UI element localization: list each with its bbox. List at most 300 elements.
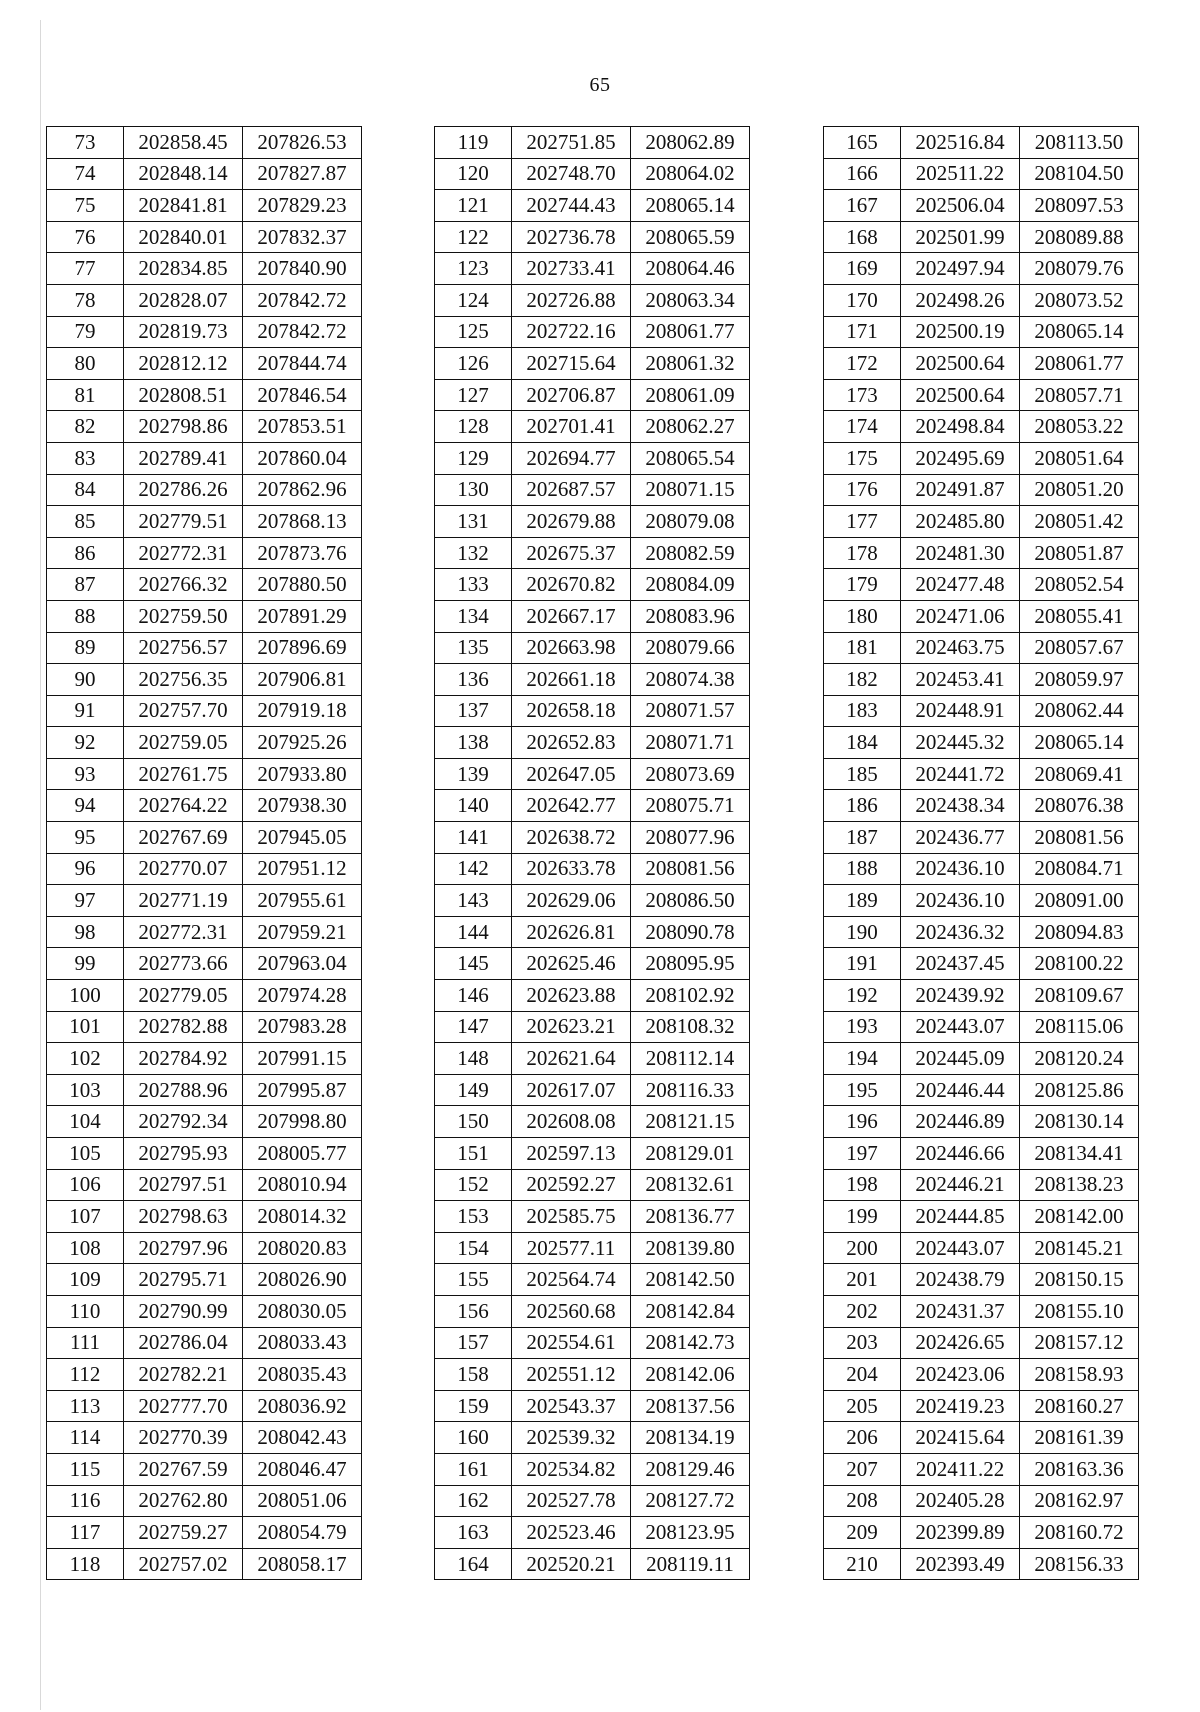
table-row bbox=[435, 1359, 750, 1391]
y-coordinate-cell: 208129.01 bbox=[631, 1138, 750, 1170]
table-row bbox=[824, 980, 1139, 1012]
x-coordinate-cell: 202446.21 bbox=[901, 1169, 1020, 1201]
point-number-cell: 105 bbox=[47, 1138, 124, 1170]
table-row bbox=[435, 1548, 750, 1580]
point-number-cell: 125 bbox=[435, 316, 512, 348]
point-number-cell: 210 bbox=[824, 1548, 901, 1580]
y-coordinate-cell: 208065.54 bbox=[631, 442, 750, 474]
x-coordinate-cell: 202773.66 bbox=[124, 948, 243, 980]
x-coordinate-cell: 202779.51 bbox=[124, 506, 243, 538]
point-number-cell: 208 bbox=[824, 1485, 901, 1517]
x-coordinate-cell: 202608.08 bbox=[512, 1106, 631, 1138]
x-coordinate-cell: 202786.04 bbox=[124, 1327, 243, 1359]
table-row bbox=[435, 664, 750, 696]
x-coordinate-cell: 202623.21 bbox=[512, 1011, 631, 1043]
y-coordinate-cell: 208142.84 bbox=[631, 1295, 750, 1327]
point-number-cell: 160 bbox=[435, 1422, 512, 1454]
y-coordinate-cell: 208142.06 bbox=[631, 1359, 750, 1391]
point-number-cell: 145 bbox=[435, 948, 512, 980]
point-number-cell: 102 bbox=[47, 1043, 124, 1075]
point-number-cell: 140 bbox=[435, 790, 512, 822]
table-row bbox=[824, 442, 1139, 474]
x-coordinate-cell: 202715.64 bbox=[512, 348, 631, 380]
y-coordinate-cell: 207891.29 bbox=[243, 600, 362, 632]
point-number-cell: 149 bbox=[435, 1074, 512, 1106]
x-coordinate-cell: 202798.63 bbox=[124, 1201, 243, 1233]
y-coordinate-cell: 208057.71 bbox=[1020, 379, 1139, 411]
table-row bbox=[824, 1106, 1139, 1138]
point-number-cell: 205 bbox=[824, 1390, 901, 1422]
point-number-cell: 113 bbox=[47, 1390, 124, 1422]
table-row bbox=[435, 790, 750, 822]
x-coordinate-cell: 202661.18 bbox=[512, 664, 631, 696]
table-row bbox=[824, 1201, 1139, 1233]
x-coordinate-cell: 202448.91 bbox=[901, 695, 1020, 727]
x-coordinate-cell: 202736.78 bbox=[512, 221, 631, 253]
table-row bbox=[824, 1232, 1139, 1264]
table-row bbox=[435, 221, 750, 253]
x-coordinate-cell: 202795.71 bbox=[124, 1264, 243, 1296]
y-coordinate-cell: 208005.77 bbox=[243, 1138, 362, 1170]
coordinate-table-1 bbox=[46, 126, 362, 1580]
y-coordinate-cell: 208057.67 bbox=[1020, 632, 1139, 664]
point-number-cell: 194 bbox=[824, 1043, 901, 1075]
point-number-cell: 90 bbox=[47, 664, 124, 696]
table-row bbox=[435, 569, 750, 601]
y-coordinate-cell: 208134.41 bbox=[1020, 1138, 1139, 1170]
y-coordinate-cell: 208071.71 bbox=[631, 727, 750, 759]
y-coordinate-cell: 208061.77 bbox=[631, 316, 750, 348]
y-coordinate-cell: 208142.00 bbox=[1020, 1201, 1139, 1233]
y-coordinate-cell: 208137.56 bbox=[631, 1390, 750, 1422]
y-coordinate-cell: 208160.27 bbox=[1020, 1390, 1139, 1422]
y-coordinate-cell: 208160.72 bbox=[1020, 1517, 1139, 1549]
table-row bbox=[47, 822, 362, 854]
table-row bbox=[47, 1327, 362, 1359]
y-coordinate-cell: 208051.06 bbox=[243, 1485, 362, 1517]
point-number-cell: 193 bbox=[824, 1011, 901, 1043]
point-number-cell: 129 bbox=[435, 442, 512, 474]
y-coordinate-cell: 207995.87 bbox=[243, 1074, 362, 1106]
table-row bbox=[824, 537, 1139, 569]
table-row bbox=[824, 158, 1139, 190]
point-number-cell: 185 bbox=[824, 758, 901, 790]
point-number-cell: 86 bbox=[47, 537, 124, 569]
table-row bbox=[435, 158, 750, 190]
point-number-cell: 165 bbox=[824, 127, 901, 159]
point-number-cell: 138 bbox=[435, 727, 512, 759]
x-coordinate-cell: 202436.10 bbox=[901, 885, 1020, 917]
x-coordinate-cell: 202848.14 bbox=[124, 158, 243, 190]
point-number-cell: 139 bbox=[435, 758, 512, 790]
x-coordinate-cell: 202439.92 bbox=[901, 980, 1020, 1012]
point-number-cell: 115 bbox=[47, 1453, 124, 1485]
x-coordinate-cell: 202782.88 bbox=[124, 1011, 243, 1043]
y-coordinate-cell: 208142.50 bbox=[631, 1264, 750, 1296]
x-coordinate-cell: 202764.22 bbox=[124, 790, 243, 822]
point-number-cell: 121 bbox=[435, 190, 512, 222]
point-number-cell: 99 bbox=[47, 948, 124, 980]
table-row bbox=[824, 1485, 1139, 1517]
x-coordinate-cell: 202415.64 bbox=[901, 1422, 1020, 1454]
point-number-cell: 206 bbox=[824, 1422, 901, 1454]
point-number-cell: 109 bbox=[47, 1264, 124, 1296]
x-coordinate-cell: 202423.06 bbox=[901, 1359, 1020, 1391]
x-coordinate-cell: 202756.35 bbox=[124, 664, 243, 696]
x-coordinate-cell: 202756.57 bbox=[124, 632, 243, 664]
coordinate-table-3 bbox=[823, 126, 1139, 1580]
point-number-cell: 133 bbox=[435, 569, 512, 601]
x-coordinate-cell: 202393.49 bbox=[901, 1548, 1020, 1580]
table-row bbox=[47, 506, 362, 538]
y-coordinate-cell: 208020.83 bbox=[243, 1232, 362, 1264]
point-number-cell: 141 bbox=[435, 822, 512, 854]
y-coordinate-cell: 207868.13 bbox=[243, 506, 362, 538]
point-number-cell: 173 bbox=[824, 379, 901, 411]
table-row bbox=[47, 474, 362, 506]
table-row bbox=[435, 190, 750, 222]
x-coordinate-cell: 202534.82 bbox=[512, 1453, 631, 1485]
y-coordinate-cell: 208010.94 bbox=[243, 1169, 362, 1201]
table-row bbox=[824, 758, 1139, 790]
table-row bbox=[824, 348, 1139, 380]
y-coordinate-cell: 208065.14 bbox=[1020, 727, 1139, 759]
x-coordinate-cell: 202438.79 bbox=[901, 1264, 1020, 1296]
table-row bbox=[435, 1485, 750, 1517]
table-row bbox=[47, 1517, 362, 1549]
y-coordinate-cell: 207844.74 bbox=[243, 348, 362, 380]
point-number-cell: 146 bbox=[435, 980, 512, 1012]
point-number-cell: 83 bbox=[47, 442, 124, 474]
x-coordinate-cell: 202446.44 bbox=[901, 1074, 1020, 1106]
y-coordinate-cell: 207832.37 bbox=[243, 221, 362, 253]
table-row bbox=[435, 1264, 750, 1296]
y-coordinate-cell: 208123.95 bbox=[631, 1517, 750, 1549]
y-coordinate-cell: 208090.78 bbox=[631, 916, 750, 948]
table-row bbox=[47, 379, 362, 411]
x-coordinate-cell: 202795.93 bbox=[124, 1138, 243, 1170]
x-coordinate-cell: 202638.72 bbox=[512, 822, 631, 854]
y-coordinate-cell: 208121.15 bbox=[631, 1106, 750, 1138]
x-coordinate-cell: 202585.75 bbox=[512, 1201, 631, 1233]
table-row bbox=[47, 1485, 362, 1517]
table-row bbox=[435, 537, 750, 569]
table-row bbox=[47, 727, 362, 759]
point-number-cell: 143 bbox=[435, 885, 512, 917]
table-row bbox=[824, 316, 1139, 348]
y-coordinate-cell: 207846.54 bbox=[243, 379, 362, 411]
x-coordinate-cell: 202405.28 bbox=[901, 1485, 1020, 1517]
x-coordinate-cell: 202782.21 bbox=[124, 1359, 243, 1391]
y-coordinate-cell: 208053.22 bbox=[1020, 411, 1139, 443]
table-row bbox=[435, 1043, 750, 1075]
y-coordinate-cell: 208051.42 bbox=[1020, 506, 1139, 538]
point-number-cell: 118 bbox=[47, 1548, 124, 1580]
y-coordinate-cell: 208115.06 bbox=[1020, 1011, 1139, 1043]
table-row bbox=[47, 411, 362, 443]
y-coordinate-cell: 207862.96 bbox=[243, 474, 362, 506]
point-number-cell: 167 bbox=[824, 190, 901, 222]
table-row bbox=[435, 1138, 750, 1170]
table-row bbox=[824, 127, 1139, 159]
x-coordinate-cell: 202777.70 bbox=[124, 1390, 243, 1422]
x-coordinate-cell: 202436.77 bbox=[901, 822, 1020, 854]
point-number-cell: 124 bbox=[435, 284, 512, 316]
point-number-cell: 130 bbox=[435, 474, 512, 506]
table-row bbox=[47, 885, 362, 917]
table-row bbox=[824, 853, 1139, 885]
point-number-cell: 186 bbox=[824, 790, 901, 822]
point-number-cell: 203 bbox=[824, 1327, 901, 1359]
point-number-cell: 92 bbox=[47, 727, 124, 759]
table-row bbox=[435, 1074, 750, 1106]
x-coordinate-cell: 202431.37 bbox=[901, 1295, 1020, 1327]
y-coordinate-cell: 208059.97 bbox=[1020, 664, 1139, 696]
y-coordinate-cell: 208113.50 bbox=[1020, 127, 1139, 159]
y-coordinate-cell: 207842.72 bbox=[243, 284, 362, 316]
point-number-cell: 207 bbox=[824, 1453, 901, 1485]
y-coordinate-cell: 208100.22 bbox=[1020, 948, 1139, 980]
x-coordinate-cell: 202789.41 bbox=[124, 442, 243, 474]
table-row bbox=[824, 1169, 1139, 1201]
table-row bbox=[824, 379, 1139, 411]
x-coordinate-cell: 202445.09 bbox=[901, 1043, 1020, 1075]
table-row bbox=[824, 695, 1139, 727]
x-coordinate-cell: 202444.85 bbox=[901, 1201, 1020, 1233]
point-number-cell: 195 bbox=[824, 1074, 901, 1106]
table-row bbox=[435, 822, 750, 854]
y-coordinate-cell: 208145.21 bbox=[1020, 1232, 1139, 1264]
y-coordinate-cell: 208035.43 bbox=[243, 1359, 362, 1391]
table-row bbox=[824, 506, 1139, 538]
point-number-cell: 144 bbox=[435, 916, 512, 948]
y-coordinate-cell: 208077.96 bbox=[631, 822, 750, 854]
y-coordinate-cell: 208155.10 bbox=[1020, 1295, 1139, 1327]
y-coordinate-cell: 207826.53 bbox=[243, 127, 362, 159]
table-row bbox=[47, 1074, 362, 1106]
y-coordinate-cell: 208091.00 bbox=[1020, 885, 1139, 917]
table-row bbox=[47, 758, 362, 790]
table-row bbox=[435, 1422, 750, 1454]
y-coordinate-cell: 208139.80 bbox=[631, 1232, 750, 1264]
y-coordinate-cell: 208162.97 bbox=[1020, 1485, 1139, 1517]
y-coordinate-cell: 208129.46 bbox=[631, 1453, 750, 1485]
x-coordinate-cell: 202658.18 bbox=[512, 695, 631, 727]
x-coordinate-cell: 202733.41 bbox=[512, 253, 631, 285]
y-coordinate-cell: 208063.34 bbox=[631, 284, 750, 316]
point-number-cell: 91 bbox=[47, 695, 124, 727]
table-row bbox=[47, 569, 362, 601]
x-coordinate-cell: 202441.72 bbox=[901, 758, 1020, 790]
x-coordinate-cell: 202784.92 bbox=[124, 1043, 243, 1075]
point-number-cell: 117 bbox=[47, 1517, 124, 1549]
table-row bbox=[47, 253, 362, 285]
point-number-cell: 111 bbox=[47, 1327, 124, 1359]
x-coordinate-cell: 202759.05 bbox=[124, 727, 243, 759]
table-row bbox=[435, 600, 750, 632]
point-number-cell: 110 bbox=[47, 1295, 124, 1327]
x-coordinate-cell: 202411.22 bbox=[901, 1453, 1020, 1485]
x-coordinate-cell: 202625.46 bbox=[512, 948, 631, 980]
x-coordinate-cell: 202770.07 bbox=[124, 853, 243, 885]
y-coordinate-cell: 208132.61 bbox=[631, 1169, 750, 1201]
table-row bbox=[435, 316, 750, 348]
point-number-cell: 103 bbox=[47, 1074, 124, 1106]
x-coordinate-cell: 202501.99 bbox=[901, 221, 1020, 253]
point-number-cell: 151 bbox=[435, 1138, 512, 1170]
y-coordinate-cell: 207959.21 bbox=[243, 916, 362, 948]
y-coordinate-cell: 208083.96 bbox=[631, 600, 750, 632]
point-number-cell: 169 bbox=[824, 253, 901, 285]
table-row bbox=[824, 1390, 1139, 1422]
y-coordinate-cell: 207840.90 bbox=[243, 253, 362, 285]
y-coordinate-cell: 208061.09 bbox=[631, 379, 750, 411]
point-number-cell: 171 bbox=[824, 316, 901, 348]
table-row bbox=[824, 1517, 1139, 1549]
point-number-cell: 156 bbox=[435, 1295, 512, 1327]
x-coordinate-cell: 202679.88 bbox=[512, 506, 631, 538]
y-coordinate-cell: 208065.14 bbox=[631, 190, 750, 222]
point-number-cell: 180 bbox=[824, 600, 901, 632]
point-number-cell: 135 bbox=[435, 632, 512, 664]
point-number-cell: 162 bbox=[435, 1485, 512, 1517]
table-row bbox=[824, 1422, 1139, 1454]
point-number-cell: 150 bbox=[435, 1106, 512, 1138]
y-coordinate-cell: 208163.36 bbox=[1020, 1453, 1139, 1485]
y-coordinate-cell: 208095.95 bbox=[631, 948, 750, 980]
x-coordinate-cell: 202592.27 bbox=[512, 1169, 631, 1201]
point-number-cell: 142 bbox=[435, 853, 512, 885]
point-number-cell: 84 bbox=[47, 474, 124, 506]
y-coordinate-cell: 208062.44 bbox=[1020, 695, 1139, 727]
point-number-cell: 79 bbox=[47, 316, 124, 348]
table-row bbox=[47, 600, 362, 632]
table-row bbox=[824, 1359, 1139, 1391]
x-coordinate-cell: 202797.51 bbox=[124, 1169, 243, 1201]
y-coordinate-cell: 208094.83 bbox=[1020, 916, 1139, 948]
point-number-cell: 197 bbox=[824, 1138, 901, 1170]
point-number-cell: 97 bbox=[47, 885, 124, 917]
x-coordinate-cell: 202560.68 bbox=[512, 1295, 631, 1327]
table-row bbox=[47, 632, 362, 664]
y-coordinate-cell: 208089.88 bbox=[1020, 221, 1139, 253]
table-row bbox=[47, 348, 362, 380]
point-number-cell: 108 bbox=[47, 1232, 124, 1264]
y-coordinate-cell: 208125.86 bbox=[1020, 1074, 1139, 1106]
point-number-cell: 94 bbox=[47, 790, 124, 822]
table-row bbox=[47, 790, 362, 822]
table-row bbox=[435, 727, 750, 759]
point-number-cell: 172 bbox=[824, 348, 901, 380]
y-coordinate-cell: 208051.20 bbox=[1020, 474, 1139, 506]
table-row bbox=[824, 1138, 1139, 1170]
x-coordinate-cell: 202757.02 bbox=[124, 1548, 243, 1580]
point-number-cell: 188 bbox=[824, 853, 901, 885]
x-coordinate-cell: 202770.39 bbox=[124, 1422, 243, 1454]
point-number-cell: 179 bbox=[824, 569, 901, 601]
point-number-cell: 152 bbox=[435, 1169, 512, 1201]
y-coordinate-cell: 207906.81 bbox=[243, 664, 362, 696]
table-row bbox=[47, 916, 362, 948]
point-number-cell: 137 bbox=[435, 695, 512, 727]
x-coordinate-cell: 202633.78 bbox=[512, 853, 631, 885]
table-row bbox=[47, 1422, 362, 1454]
x-coordinate-cell: 202828.07 bbox=[124, 284, 243, 316]
table-row bbox=[47, 221, 362, 253]
y-coordinate-cell: 208058.17 bbox=[243, 1548, 362, 1580]
y-coordinate-cell: 208134.19 bbox=[631, 1422, 750, 1454]
table-row bbox=[435, 1453, 750, 1485]
y-coordinate-cell: 208108.32 bbox=[631, 1011, 750, 1043]
table-row bbox=[435, 695, 750, 727]
x-coordinate-cell: 202543.37 bbox=[512, 1390, 631, 1422]
table-row bbox=[435, 1232, 750, 1264]
y-coordinate-cell: 208073.69 bbox=[631, 758, 750, 790]
table-row bbox=[435, 474, 750, 506]
x-coordinate-cell: 202748.70 bbox=[512, 158, 631, 190]
table-row bbox=[47, 316, 362, 348]
table-row bbox=[47, 1264, 362, 1296]
x-coordinate-cell: 202808.51 bbox=[124, 379, 243, 411]
x-coordinate-cell: 202744.43 bbox=[512, 190, 631, 222]
x-coordinate-cell: 202621.64 bbox=[512, 1043, 631, 1075]
x-coordinate-cell: 202792.34 bbox=[124, 1106, 243, 1138]
y-coordinate-cell: 208086.50 bbox=[631, 885, 750, 917]
table-row bbox=[47, 948, 362, 980]
y-coordinate-cell: 207896.69 bbox=[243, 632, 362, 664]
table-row bbox=[824, 190, 1139, 222]
table-row bbox=[47, 1548, 362, 1580]
y-coordinate-cell: 207933.80 bbox=[243, 758, 362, 790]
point-number-cell: 112 bbox=[47, 1359, 124, 1391]
table-row bbox=[824, 253, 1139, 285]
y-coordinate-cell: 208026.90 bbox=[243, 1264, 362, 1296]
table-row bbox=[435, 885, 750, 917]
x-coordinate-cell: 202786.26 bbox=[124, 474, 243, 506]
point-number-cell: 191 bbox=[824, 948, 901, 980]
x-coordinate-cell: 202701.41 bbox=[512, 411, 631, 443]
x-coordinate-cell: 202495.69 bbox=[901, 442, 1020, 474]
x-coordinate-cell: 202652.83 bbox=[512, 727, 631, 759]
point-number-cell: 154 bbox=[435, 1232, 512, 1264]
table-row bbox=[47, 664, 362, 696]
table-row bbox=[47, 127, 362, 159]
table-row bbox=[824, 916, 1139, 948]
x-coordinate-cell: 202790.99 bbox=[124, 1295, 243, 1327]
point-number-cell: 136 bbox=[435, 664, 512, 696]
x-coordinate-cell: 202642.77 bbox=[512, 790, 631, 822]
table-row bbox=[47, 695, 362, 727]
table-row bbox=[47, 158, 362, 190]
table-row bbox=[435, 980, 750, 1012]
y-coordinate-cell: 208138.23 bbox=[1020, 1169, 1139, 1201]
y-coordinate-cell: 208109.67 bbox=[1020, 980, 1139, 1012]
point-number-cell: 204 bbox=[824, 1359, 901, 1391]
table-row bbox=[824, 1548, 1139, 1580]
table-row bbox=[824, 1327, 1139, 1359]
x-coordinate-cell: 202675.37 bbox=[512, 537, 631, 569]
table-row bbox=[435, 1390, 750, 1422]
x-coordinate-cell: 202443.07 bbox=[901, 1232, 1020, 1264]
y-coordinate-cell: 207998.80 bbox=[243, 1106, 362, 1138]
y-coordinate-cell: 208030.05 bbox=[243, 1295, 362, 1327]
table-row bbox=[824, 664, 1139, 696]
table-row bbox=[824, 1011, 1139, 1043]
point-number-cell: 200 bbox=[824, 1232, 901, 1264]
x-coordinate-cell: 202500.19 bbox=[901, 316, 1020, 348]
table-row bbox=[824, 284, 1139, 316]
x-coordinate-cell: 202497.94 bbox=[901, 253, 1020, 285]
